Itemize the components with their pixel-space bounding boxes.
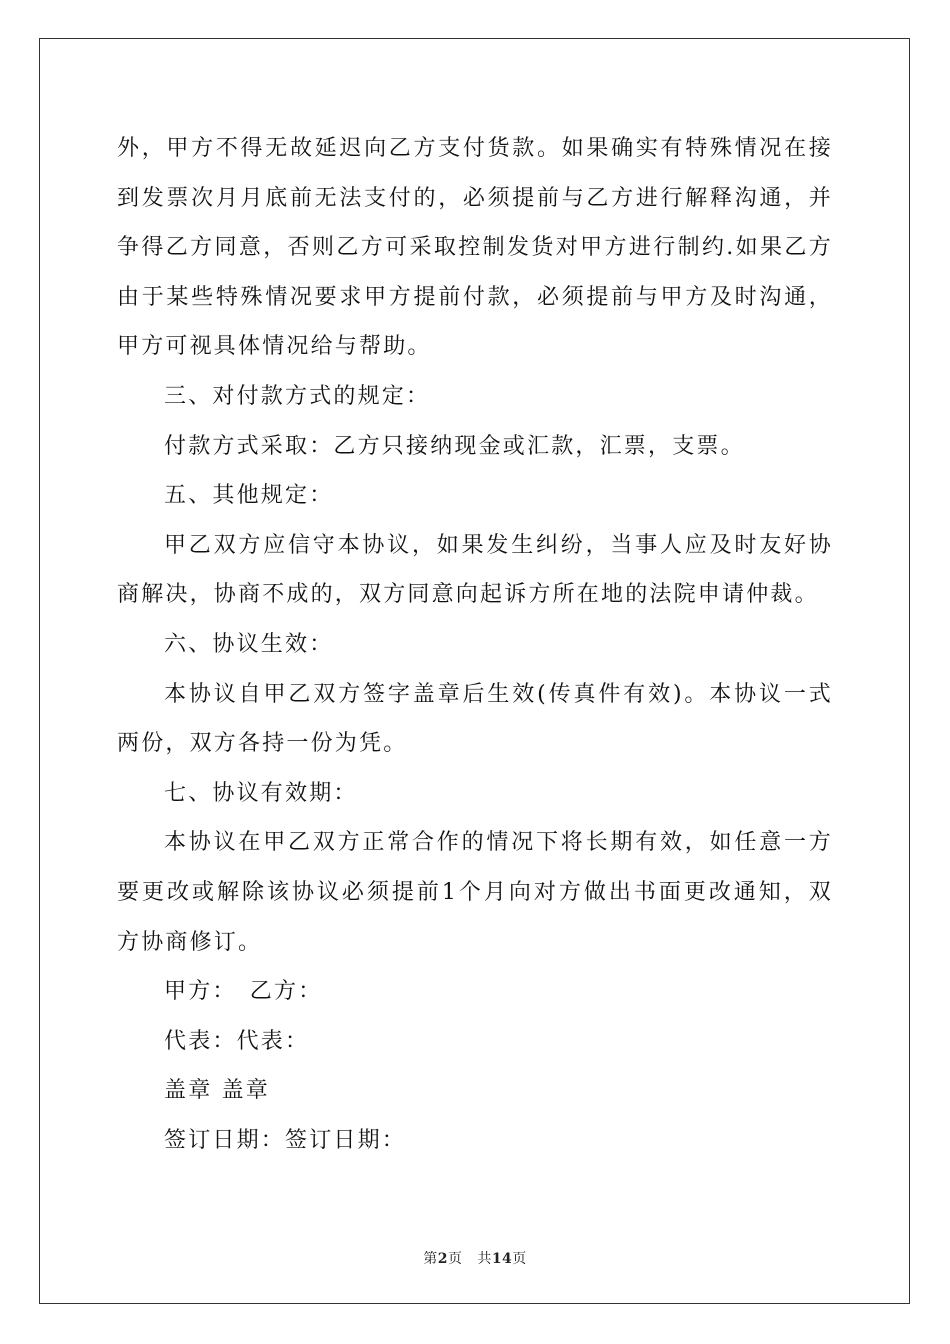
- page-number: 2: [437, 1251, 448, 1267]
- paragraph-payment-terms: 外，甲方不得无故延迟向乙方支付货款。如果确实有特殊情况在接到发票次月月底前无法支付的，必须提前与乙方进行解释沟通，并争得乙方同意，否则乙方可采取控制发货对甲方进行制约.如果乙方由于某些特殊情况要求甲方提前付款，必须提前与甲方及时沟通，甲方可视具体情况给与帮助。: [117, 136, 833, 360]
- page-footer: [0, 1248, 950, 1268]
- signature-representatives: 代表：代表：: [164, 1028, 310, 1054]
- page-prefix: 第: [423, 1251, 438, 1267]
- paragraph-payment-method: 付款方式采取：乙方只接纳现金或汇款，汇票，支票。: [164, 433, 745, 459]
- document-body: [117, 124, 833, 1165]
- heading-other-provisions: 五、其他规定：: [164, 483, 334, 509]
- total-suffix: 页: [512, 1251, 527, 1267]
- total-prefix: 共: [477, 1251, 492, 1267]
- signature-seals: 盖章 盖章: [164, 1078, 270, 1104]
- heading-payment-method: 三、对付款方式的规定：: [164, 383, 431, 409]
- total-pages: 14: [491, 1251, 513, 1267]
- signature-dates: 签订日期：签订日期：: [164, 1127, 407, 1153]
- heading-agreement-effect: 六、协议生效：: [164, 631, 334, 657]
- heading-validity-period: 七、协议有效期：: [164, 780, 358, 806]
- paragraph-agreement-effect: 本协议自甲乙双方签字盖章后生效(传真件有效)。本协议一式两份，双方各持一份为凭。: [117, 681, 833, 757]
- paragraph-dispute-resolution: 甲乙双方应信守本协议，如果发生纠纷，当事人应及时友好协商解决，协商不成的，双方同意向起诉方所在地的法院申请仲裁。: [117, 532, 833, 608]
- signature-parties: 甲方： 乙方：: [164, 979, 323, 1005]
- paragraph-validity-period: 本协议在甲乙双方正常合作的情况下将长期有效，如任意一方要更改或解除该协议必须提前1个月向对方做出书面更改通知，双方协商修订。: [117, 830, 833, 955]
- page-suffix: 页: [447, 1251, 463, 1267]
